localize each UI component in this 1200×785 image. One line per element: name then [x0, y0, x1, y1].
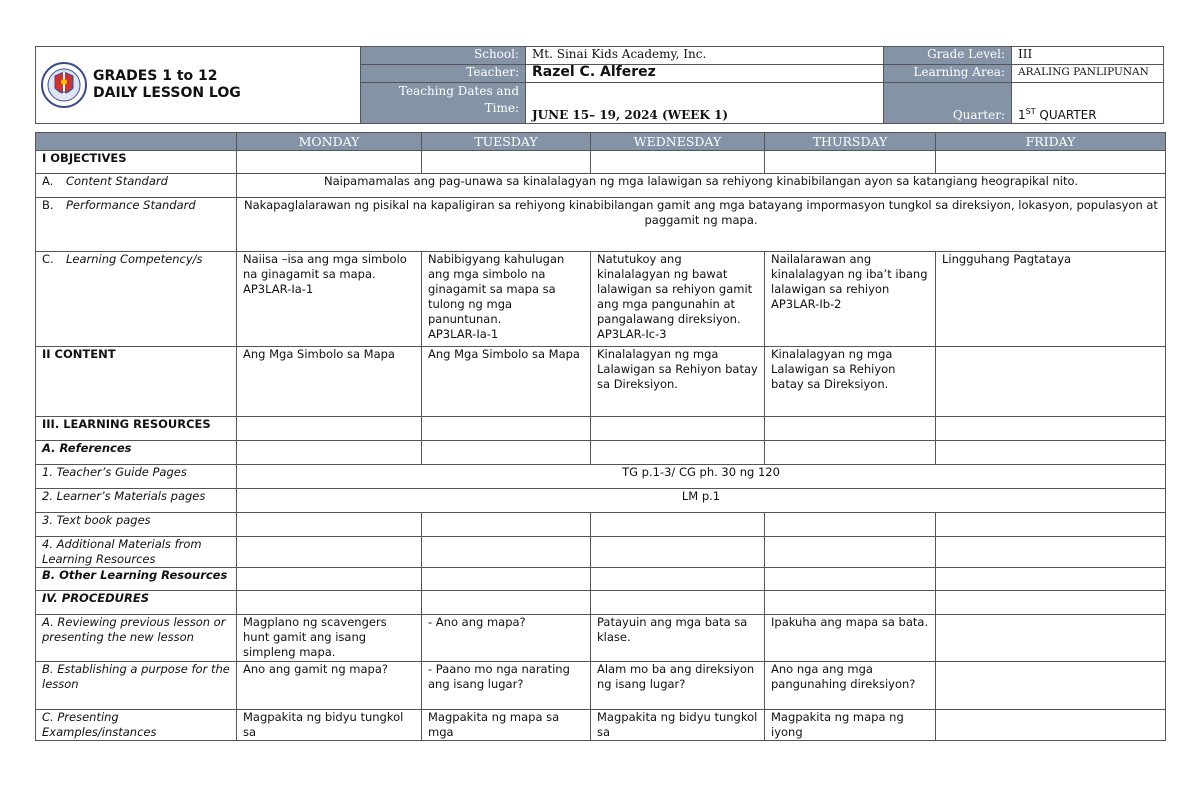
quarter-label: Quarter: [884, 83, 1012, 124]
presenting-wednesday: Magpakita ng bidyu tungkol sa [591, 710, 765, 741]
reviewing-label: A. Reviewing previous lesson or presenting the new lesson [36, 615, 237, 662]
competency-thursday [765, 252, 936, 347]
content-wednesday: Kinalalagyan ng mga Lalawigan sa Rehiyon batay sa Direksiyon. [591, 347, 765, 417]
table-cell [936, 441, 1166, 465]
quarter-number: 1 [1018, 108, 1026, 122]
table-cell [591, 441, 765, 465]
teacher-value: Razel C. Alferez [526, 65, 884, 83]
content-standard-value: Naipamamalas ang pag-unawa sa kinalalagyan ng mga lalawigan sa rehiyong kinabibilangan ayon sa katangiang heograpikal nito. [237, 174, 1166, 198]
table-cell [765, 441, 936, 465]
grade-value: III [1012, 47, 1164, 65]
objectives-label: I OBJECTIVES [36, 151, 237, 174]
table-cell [422, 513, 591, 537]
table-cell [765, 591, 936, 615]
competency-code: AP3LAR-Ib-2 [771, 297, 842, 311]
presenting-monday: Magpakita ng bidyu tungkol sa [237, 710, 422, 741]
textbook-pages-label: 3. Text book pages [36, 513, 237, 537]
competency-wednesday [591, 252, 765, 347]
competency-code: AP3LAR-Ia-1 [243, 282, 314, 296]
table-cell [237, 151, 422, 174]
additional-materials-label: 4. Additional Materials from Learning Resources [36, 537, 237, 568]
competency-text: Lingguhang Pagtataya [942, 252, 1072, 266]
dates-value: JUNE 15– 19, 2024 (WEEK 1) [526, 83, 884, 124]
content-thursday: Kinalalagyan ng mga Lalawigan sa Rehiyon batay sa Direksiyon. [765, 347, 936, 417]
reviewing-monday: Magplano ng scavengers hunt gamit ang isang simpleng mapa. [237, 615, 422, 662]
day-wednesday: WEDNESDAY [591, 133, 765, 151]
competency-text: Naiisa –isa ang mga simbolo na ginagamit sa mapa. [243, 252, 407, 281]
performance-standard-value: Nakapaglalarawan ng pisikal na kapaligiran sa rehiyong kinabibilangan gamit ang mga batayang impormasyon tungkol sa direksiyon, lokasyon, populasyon at paggamit ng mapa. [237, 198, 1166, 252]
table-cell [591, 568, 765, 591]
table-cell [936, 151, 1166, 174]
form-title-line1: GRADES 1 to 12 [93, 68, 218, 84]
presenting-friday [936, 710, 1166, 741]
competency-code: AP3LAR-Ic-3 [597, 327, 667, 341]
purpose-wednesday: Alam mo ba ang direksiyon ng isang lugar? [591, 662, 765, 710]
competency-text: Nailalarawan ang kinalalagyan ng iba’t ibang lalawigan sa rehiyon [771, 252, 928, 296]
deped-seal-logo [41, 62, 87, 108]
school-label: School: [361, 47, 526, 65]
reviewing-thursday: Ipakuha ang mapa sa bata. [765, 615, 936, 662]
table-cell [237, 417, 422, 441]
competency-monday [237, 252, 422, 347]
purpose-friday [936, 662, 1166, 710]
competency-friday [936, 252, 1166, 347]
table-cell [237, 537, 422, 568]
tg-pages-value: TG p.1-3/ CG ph. 30 ng 120 [237, 465, 1166, 489]
table-cell [936, 537, 1166, 568]
table-cell [765, 537, 936, 568]
other-resources-label: B. Other Learning Resources [36, 568, 237, 591]
lm-pages-value: LM p.1 [237, 489, 1166, 513]
learning-resources-label: III. LEARNING RESOURCES [36, 417, 237, 441]
table-cell [591, 591, 765, 615]
tg-pages-label: 1. Teacher’s Guide Pages [36, 465, 237, 489]
table-cell [237, 513, 422, 537]
dates-label-line1: Teaching Dates and [398, 84, 519, 98]
quarter-suffix: ST [1025, 107, 1036, 116]
table-cell [422, 591, 591, 615]
teacher-label: Teacher: [361, 65, 526, 83]
table-cell [591, 537, 765, 568]
reviewing-tuesday: - Ano ang mapa? [422, 615, 591, 662]
purpose-monday: Ano ang gamit ng mapa? [237, 662, 422, 710]
competency-text: Nabibigyang kahulugan ang mga simbolo na ginagamit sa mapa sa tulong ng mga panuntunan. [428, 252, 565, 326]
title-cell [36, 47, 361, 124]
table-cell [765, 513, 936, 537]
presenting-tuesday: Magpakita ng mapa sa mga [422, 710, 591, 741]
area-value: ARALING PANLIPUNAN [1012, 65, 1164, 83]
lm-pages-label: 2. Learner’s Materials pages [36, 489, 237, 513]
table-cell [591, 151, 765, 174]
competency-code: AP3LAR-Ia-1 [428, 327, 499, 341]
table-cell [237, 591, 422, 615]
quarter-word: QUARTER [1035, 108, 1097, 122]
content-standard-text-label: Content Standard [66, 174, 168, 188]
content-monday: Ang Mga Simbolo sa Mapa [237, 347, 422, 417]
day-friday: FRIDAY [936, 133, 1166, 151]
table-cell [422, 151, 591, 174]
grade-label: Grade Level: [884, 47, 1012, 65]
lesson-log-table [35, 132, 1166, 741]
performance-standard-letter: B. [42, 198, 54, 212]
table-cell [765, 568, 936, 591]
reviewing-friday [936, 615, 1166, 662]
table-cell [936, 568, 1166, 591]
content-label: II CONTENT [36, 347, 237, 417]
performance-standard-text-label: Performance Standard [66, 198, 196, 212]
procedures-label: IV. PROCEDURES [36, 591, 237, 615]
day-tuesday: TUESDAY [422, 133, 591, 151]
table-cell [591, 513, 765, 537]
day-monday: MONDAY [237, 133, 422, 151]
form-title-line2: DAILY LESSON LOG [93, 85, 241, 101]
dates-label [361, 83, 526, 124]
content-tuesday: Ang Mga Simbolo sa Mapa [422, 347, 591, 417]
table-cell [422, 417, 591, 441]
reviewing-wednesday: Patayuin ang mga bata sa klase. [591, 615, 765, 662]
presenting-label: C. Presenting Examples/instances [36, 710, 237, 741]
table-cell [936, 591, 1166, 615]
content-standard-label [36, 174, 237, 198]
table-cell [422, 441, 591, 465]
competency-label [36, 252, 237, 347]
competency-text: Natutukoy ang kinalalagyan ng bawat lalawigan sa rehiyon gamit ang mga pangunahin at pangalawang direksiyon. [597, 252, 753, 326]
corner-cell [36, 133, 237, 151]
references-label: A. References [36, 441, 237, 465]
table-cell [765, 151, 936, 174]
performance-standard-label [36, 198, 237, 252]
content-standard-letter: A. [42, 174, 54, 188]
competency-letter: C. [42, 252, 54, 266]
header-table [35, 46, 1164, 124]
table-cell [422, 537, 591, 568]
table-cell [237, 441, 422, 465]
table-cell [237, 568, 422, 591]
competency-text-label: Learning Competency/s [66, 252, 203, 266]
dates-label-line2: Time: [484, 101, 519, 115]
presenting-thursday: Magpakita ng mapa ng iyong [765, 710, 936, 741]
competency-tuesday [422, 252, 591, 347]
day-thursday: THURSDAY [765, 133, 936, 151]
table-cell [936, 513, 1166, 537]
school-value: Mt. Sinai Kids Academy, Inc. [526, 47, 884, 65]
table-cell [422, 568, 591, 591]
table-cell [591, 417, 765, 441]
table-cell [936, 417, 1166, 441]
purpose-label: B. Establishing a purpose for the lesson [36, 662, 237, 710]
content-friday [936, 347, 1166, 417]
area-label: Learning Area: [884, 65, 1012, 83]
table-cell [765, 417, 936, 441]
quarter-value [1012, 83, 1164, 124]
purpose-tuesday: - Paano mo nga narating ang isang lugar? [422, 662, 591, 710]
purpose-thursday: Ano nga ang mga pangunahing direksiyon? [765, 662, 936, 710]
